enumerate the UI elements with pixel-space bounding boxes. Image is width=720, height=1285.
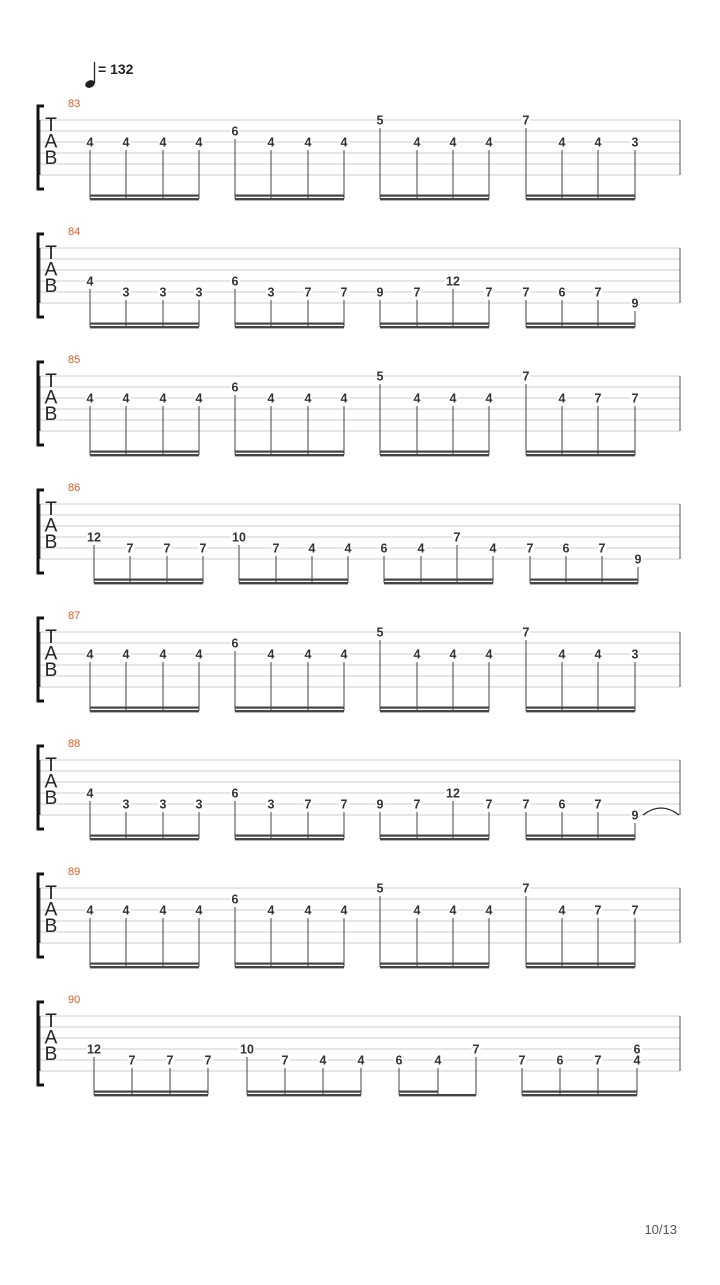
- fret-number: 4: [267, 903, 275, 918]
- fret-number: 7: [518, 1053, 526, 1068]
- beam-primary: [526, 326, 635, 328]
- beam-secondary: [235, 451, 344, 453]
- fret-number: 3: [159, 797, 167, 812]
- beam-secondary: [239, 579, 348, 581]
- tab-clef-letter: T: [45, 115, 57, 136]
- fret-number: 9: [631, 296, 639, 311]
- beam-secondary: [380, 707, 489, 709]
- tab-clef-letter: B: [44, 660, 58, 681]
- beam-secondary: [380, 835, 489, 837]
- fret-number: 4: [340, 135, 348, 150]
- system-bracket: [38, 490, 44, 573]
- tab-clef-letter: A: [44, 643, 58, 665]
- fret-number: 4: [304, 391, 312, 406]
- fret-number: 7: [522, 797, 530, 812]
- tab-system: [38, 610, 680, 712]
- fret-number: 6: [395, 1053, 403, 1068]
- fret-number: 7: [304, 797, 312, 812]
- tab-clef-letter: T: [45, 755, 57, 776]
- fret-number: 7: [281, 1053, 289, 1068]
- beam-primary: [380, 838, 489, 840]
- tab-clef-letter: B: [44, 1044, 58, 1065]
- fret-number: 4: [417, 541, 425, 556]
- fret-number: 6: [633, 1042, 641, 1057]
- fret-number: 9: [376, 285, 384, 300]
- fret-number: 4: [122, 647, 130, 662]
- fret-number: 3: [195, 285, 203, 300]
- fret-number: 4: [485, 903, 493, 918]
- tab-clef-letter: T: [45, 883, 57, 904]
- fret-number: 4: [195, 647, 203, 662]
- fret-number: 4: [195, 391, 203, 406]
- fret-number: 4: [195, 135, 203, 150]
- fret-number: 4: [159, 135, 167, 150]
- system-bracket: [38, 106, 44, 189]
- fret-number: 4: [558, 135, 566, 150]
- beam-primary: [380, 966, 489, 968]
- fret-number: 3: [631, 647, 639, 662]
- fret-number: 7: [526, 541, 534, 556]
- beam-primary: [526, 710, 635, 712]
- fret-number: 6: [231, 636, 239, 651]
- tab-system: [38, 738, 680, 840]
- beam-primary: [235, 326, 344, 328]
- fret-number: 4: [267, 391, 275, 406]
- beam-secondary: [522, 1091, 637, 1093]
- beam-secondary: [247, 1091, 361, 1093]
- beam-primary: [399, 1094, 476, 1096]
- fret-number: 4: [340, 391, 348, 406]
- fret-number: 7: [413, 285, 421, 300]
- fret-number: 4: [449, 391, 457, 406]
- fret-number: 4: [122, 391, 130, 406]
- fret-number: 4: [449, 135, 457, 150]
- beam-primary: [90, 198, 199, 200]
- beam-secondary: [526, 451, 635, 453]
- fret-number: 4: [434, 1053, 442, 1068]
- beam-secondary: [235, 835, 344, 837]
- fret-number: 12: [446, 786, 460, 801]
- fret-number: 4: [485, 135, 493, 150]
- fret-number: 4: [86, 786, 94, 801]
- tab-clef-letter: B: [44, 788, 58, 809]
- measure-number: 87: [68, 610, 81, 622]
- beam-secondary: [94, 1091, 208, 1093]
- fret-number: 3: [267, 285, 275, 300]
- beam-primary: [380, 710, 489, 712]
- beam-secondary: [530, 579, 638, 581]
- fret-number: 4: [86, 274, 94, 289]
- fret-number: 4: [304, 903, 312, 918]
- fret-number: 4: [86, 647, 94, 662]
- fret-number: 7: [598, 541, 606, 556]
- fret-number: 4: [558, 903, 566, 918]
- fret-number: 4: [449, 903, 457, 918]
- fret-number: 4: [304, 647, 312, 662]
- fret-number: 6: [231, 124, 239, 139]
- fret-number: 7: [594, 797, 602, 812]
- fret-number: 7: [485, 797, 493, 812]
- fret-number: 4: [267, 135, 275, 150]
- tab-clef-letter: B: [44, 276, 58, 297]
- fret-number: 6: [558, 285, 566, 300]
- beam-secondary: [90, 707, 199, 709]
- beam-secondary: [384, 579, 493, 581]
- beam-secondary: [235, 963, 344, 965]
- fret-number: 4: [449, 647, 457, 662]
- fret-number: 6: [380, 541, 388, 556]
- fret-number: 7: [128, 1053, 136, 1068]
- fret-number: 3: [267, 797, 275, 812]
- fret-number: 4: [304, 135, 312, 150]
- fret-number: 3: [159, 285, 167, 300]
- fret-number: 4: [344, 541, 352, 556]
- beam-primary: [235, 198, 344, 200]
- beam-primary: [235, 710, 344, 712]
- fret-number: 4: [267, 647, 275, 662]
- tab-system: [38, 482, 680, 584]
- fret-number: 7: [594, 391, 602, 406]
- fret-number: 7: [522, 881, 530, 896]
- fret-number: 4: [159, 647, 167, 662]
- fret-number: 4: [633, 1053, 641, 1068]
- fret-number: 3: [195, 797, 203, 812]
- fret-number: 7: [522, 285, 530, 300]
- measure-number: 86: [68, 482, 81, 494]
- fret-number: 5: [376, 881, 384, 896]
- fret-number: 4: [357, 1053, 365, 1068]
- fret-number: 9: [631, 808, 639, 823]
- fret-number: 4: [122, 903, 130, 918]
- beam-secondary: [526, 195, 635, 197]
- fret-number: 7: [522, 369, 530, 384]
- fret-number: 7: [522, 625, 530, 640]
- beam-secondary: [399, 1091, 438, 1093]
- tab-clef-letter: B: [44, 916, 58, 937]
- system-bracket: [38, 874, 44, 957]
- tab-clef-letter: A: [44, 771, 58, 793]
- tab-clef-letter: T: [45, 243, 57, 264]
- beam-primary: [247, 1094, 361, 1096]
- beam-primary: [94, 582, 203, 584]
- fret-number: 7: [631, 391, 639, 406]
- beam-primary: [380, 454, 489, 456]
- fret-number: 6: [231, 892, 239, 907]
- tab-clef-letter: B: [44, 532, 58, 553]
- tab-system: [38, 994, 680, 1096]
- fret-number: 4: [319, 1053, 327, 1068]
- fret-number: 10: [232, 530, 246, 545]
- fret-number: 4: [122, 135, 130, 150]
- system-bracket: [38, 618, 44, 701]
- measure-number: 84: [68, 226, 81, 238]
- fret-number: 7: [522, 113, 530, 128]
- fret-number: 4: [594, 135, 602, 150]
- measure-number: 83: [68, 98, 81, 110]
- fret-number: 7: [340, 285, 348, 300]
- beam-secondary: [90, 835, 199, 837]
- beam-secondary: [235, 195, 344, 197]
- system-bracket: [38, 362, 44, 445]
- beam-secondary: [235, 707, 344, 709]
- fret-number: 4: [594, 647, 602, 662]
- beam-primary: [94, 1094, 208, 1096]
- fret-number: 4: [159, 903, 167, 918]
- beam-secondary: [235, 323, 344, 325]
- fret-number: 7: [272, 541, 280, 556]
- beam-secondary: [90, 451, 199, 453]
- fret-number: 4: [485, 647, 493, 662]
- tab-system: [38, 866, 680, 968]
- tab-clef-letter: T: [45, 499, 57, 520]
- beam-primary: [90, 710, 199, 712]
- tab-system: [38, 98, 680, 200]
- fret-number: 6: [231, 786, 239, 801]
- page-number: 10/13: [644, 1222, 677, 1237]
- tab-clef-letter: A: [44, 387, 58, 409]
- beam-primary: [526, 454, 635, 456]
- beam-secondary: [380, 963, 489, 965]
- system-bracket: [38, 1002, 44, 1085]
- fret-number: 12: [446, 274, 460, 289]
- fret-number: 9: [376, 797, 384, 812]
- beam-primary: [235, 838, 344, 840]
- fret-number: 7: [594, 1053, 602, 1068]
- fret-number: 5: [376, 625, 384, 640]
- beam-secondary: [94, 579, 203, 581]
- beam-secondary: [526, 963, 635, 965]
- tab-system: [38, 354, 680, 456]
- fret-number: 4: [558, 647, 566, 662]
- tab-clef-letter: A: [44, 515, 58, 537]
- beam-primary: [380, 198, 489, 200]
- fret-number: 4: [159, 391, 167, 406]
- fret-number: 4: [86, 135, 94, 150]
- beam-primary: [90, 838, 199, 840]
- beam-secondary: [380, 323, 489, 325]
- fret-number: 6: [231, 380, 239, 395]
- fret-number: 4: [340, 647, 348, 662]
- fret-number: 3: [122, 285, 130, 300]
- measure-number: 90: [68, 994, 81, 1006]
- fret-number: 7: [340, 797, 348, 812]
- measure-number: 85: [68, 354, 81, 366]
- beam-secondary: [526, 835, 635, 837]
- fret-number: 4: [485, 391, 493, 406]
- tab-clef-letter: B: [44, 404, 58, 425]
- fret-number: 7: [594, 903, 602, 918]
- tab-clef-letter: T: [45, 371, 57, 392]
- fret-number: 12: [87, 1042, 101, 1057]
- beam-secondary: [90, 323, 199, 325]
- beam-primary: [380, 326, 489, 328]
- fret-number: 7: [594, 285, 602, 300]
- fret-number: 4: [86, 391, 94, 406]
- system-bracket: [38, 746, 44, 829]
- measure-number: 89: [68, 866, 81, 878]
- fret-number: 5: [376, 113, 384, 128]
- tie-arc: [643, 808, 679, 815]
- fret-number: 7: [204, 1053, 212, 1068]
- tab-clef-letter: B: [44, 148, 58, 169]
- fret-number: 7: [163, 541, 171, 556]
- system-bracket: [38, 234, 44, 317]
- beam-secondary: [90, 195, 199, 197]
- beam-primary: [90, 454, 199, 456]
- fret-number: 4: [308, 541, 316, 556]
- fret-number: 6: [556, 1053, 564, 1068]
- fret-number: 7: [166, 1053, 174, 1068]
- fret-number: 7: [199, 541, 207, 556]
- beam-secondary: [90, 963, 199, 965]
- fret-number: 10: [240, 1042, 254, 1057]
- fret-number: 4: [413, 647, 421, 662]
- beam-primary: [239, 582, 348, 584]
- fret-number: 5: [376, 369, 384, 384]
- tempo-marking: = 132: [98, 61, 134, 77]
- fret-number: 4: [489, 541, 497, 556]
- fret-number: 7: [126, 541, 134, 556]
- beam-primary: [235, 966, 344, 968]
- fret-number: 7: [453, 530, 461, 545]
- beam-primary: [526, 838, 635, 840]
- fret-number: 4: [86, 903, 94, 918]
- fret-number: 4: [413, 391, 421, 406]
- fret-number: 7: [304, 285, 312, 300]
- fret-number: 7: [631, 903, 639, 918]
- fret-number: 4: [195, 903, 203, 918]
- fret-number: 3: [122, 797, 130, 812]
- beam-primary: [384, 582, 493, 584]
- fret-number: 6: [231, 274, 239, 289]
- fret-number: 7: [472, 1042, 480, 1057]
- measure-number: 88: [68, 738, 81, 750]
- fret-number: 3: [631, 135, 639, 150]
- fret-number: 7: [485, 285, 493, 300]
- tab-system: [38, 226, 680, 328]
- beam-primary: [235, 454, 344, 456]
- beam-primary: [90, 326, 199, 328]
- beam-secondary: [526, 323, 635, 325]
- beam-primary: [522, 1094, 637, 1096]
- beam-primary: [526, 198, 635, 200]
- tab-clef-letter: A: [44, 259, 58, 281]
- fret-number: 4: [340, 903, 348, 918]
- fret-number: 4: [413, 135, 421, 150]
- tab-clef-letter: T: [45, 627, 57, 648]
- fret-number: 12: [87, 530, 101, 545]
- tab-clef-letter: A: [44, 899, 58, 921]
- beam-secondary: [380, 451, 489, 453]
- tab-clef-letter: A: [44, 131, 58, 153]
- beam-primary: [90, 966, 199, 968]
- beam-primary: [530, 582, 638, 584]
- fret-number: 9: [634, 552, 642, 567]
- beam-secondary: [380, 195, 489, 197]
- fret-number: 6: [558, 797, 566, 812]
- fret-number: 4: [558, 391, 566, 406]
- quarter-note-icon: [84, 62, 96, 89]
- beam-primary: [526, 966, 635, 968]
- fret-number: 4: [413, 903, 421, 918]
- fret-number: 7: [413, 797, 421, 812]
- beam-secondary: [526, 707, 635, 709]
- fret-number: 6: [562, 541, 570, 556]
- tab-clef-letter: A: [44, 1027, 58, 1049]
- tab-clef-letter: T: [45, 1011, 57, 1032]
